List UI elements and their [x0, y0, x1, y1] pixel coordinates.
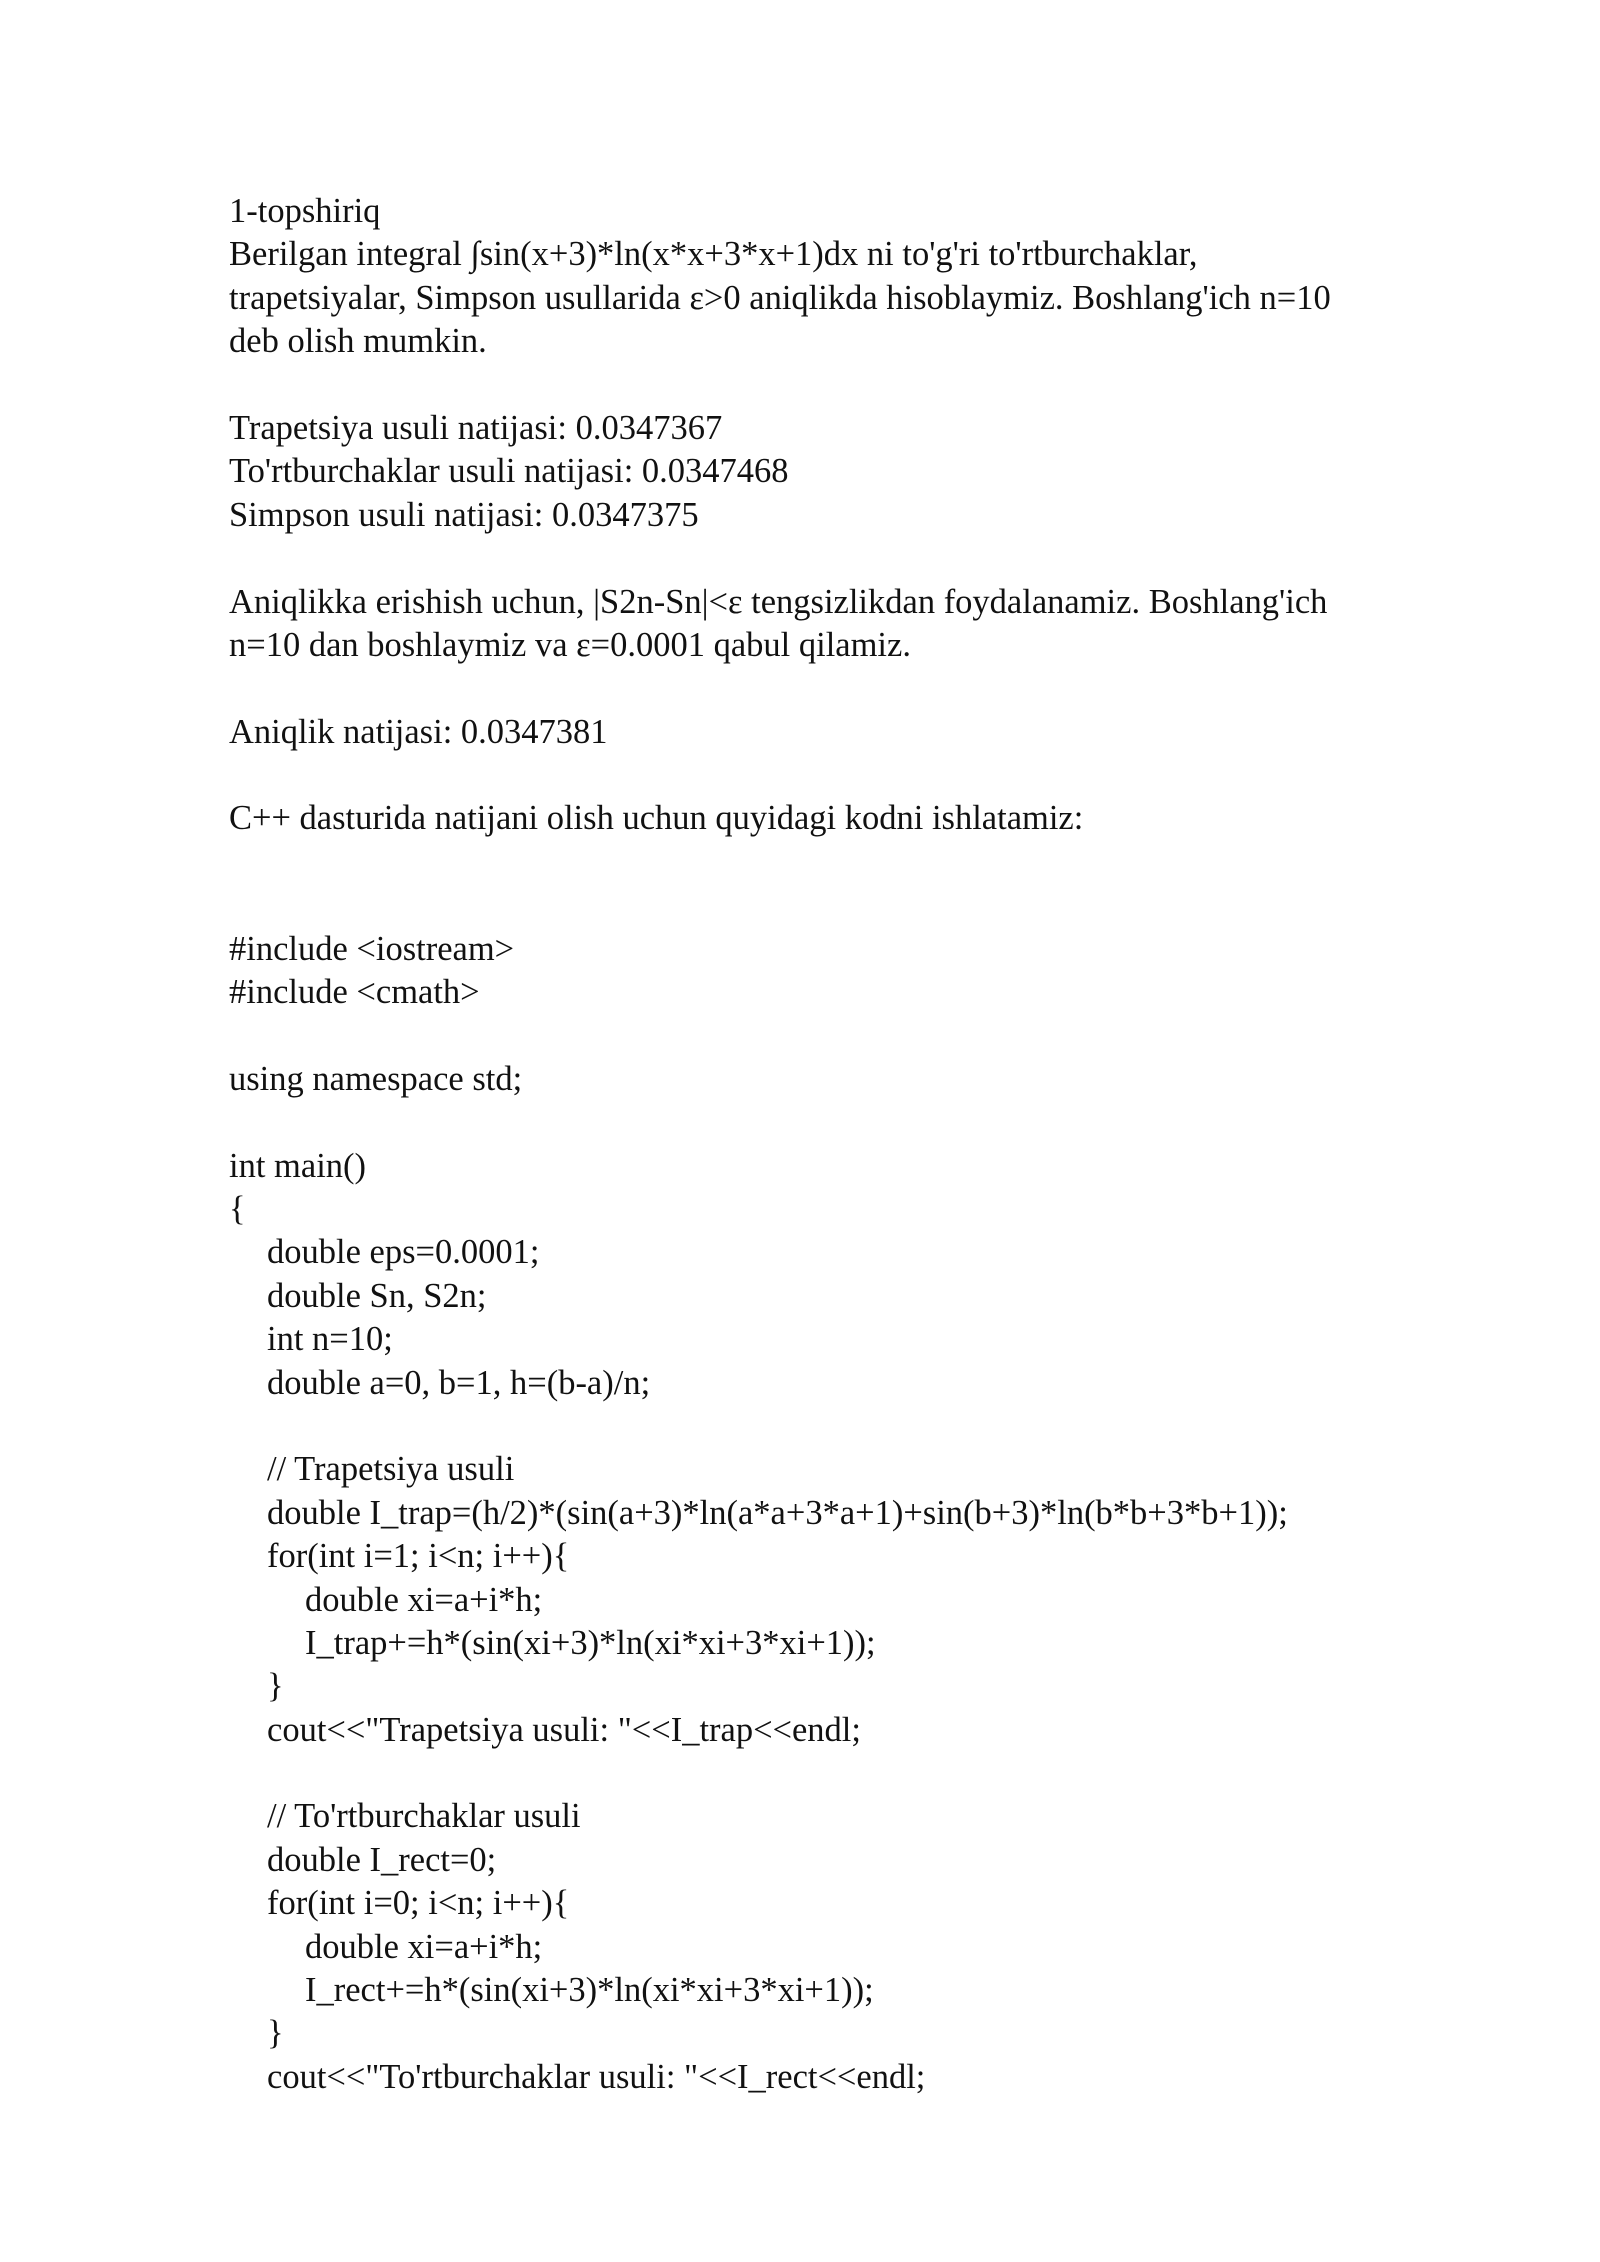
code-rect-init: double I_rect=0; — [267, 1840, 497, 1879]
accuracy-line-2: n=10 dan boshlaymiz va ε=0.0001 qabul qilamiz. — [229, 625, 911, 664]
spacer — [229, 667, 1469, 710]
code-include-iostream: #include <iostream> — [229, 929, 515, 968]
code-include-cmath: #include <cmath> — [229, 973, 480, 1012]
intro-line-2: trapetsiyalar, Simpson usullarida ε>0 aniqlikda hisoblaymiz. Boshlang'ich n=10 — [229, 278, 1331, 317]
spacer — [229, 537, 1469, 580]
code-trap-close-brace: } — [267, 1667, 284, 1706]
spacer — [229, 1405, 1469, 1448]
code-trap-cout: cout<<"Trapetsiya usuli: "<<I_trap<<endl; — [267, 1710, 861, 1749]
code-using-namespace: using namespace std; — [229, 1059, 523, 1098]
accuracy-line-1: Aniqlikka erishish uchun, |S2n-Sn|<ε tengsizlikdan foydalanamiz. Boshlang'ich — [229, 582, 1328, 621]
code-intro: C++ dasturida natijani olish uchun quyidagi kodni ishlatamiz: — [229, 799, 1084, 838]
document-body — [229, 190, 1469, 2099]
intro-line-1: Berilgan integral ∫sin(x+3)*ln(x*x+3*x+1)dx ni to'g'ri to'rtburchaklar, — [229, 235, 1198, 274]
spacer — [229, 364, 1469, 407]
result-simpson: Simpson usuli natijasi: 0.0347375 — [229, 495, 699, 534]
task-heading: 1-topshiriq — [229, 192, 381, 230]
spacer — [229, 1101, 1469, 1144]
intro-line-3: deb olish mumkin. — [229, 322, 487, 361]
code-rect-accumulate: I_rect+=h*(sin(xi+3)*ln(xi*xi+3*xi+1)); — [305, 1971, 874, 2010]
code-decl-eps: double eps=0.0001; — [267, 1233, 540, 1272]
code-decl-n: int n=10; — [267, 1320, 393, 1359]
result-trapezoid: Trapetsiya usuli natijasi: 0.0347367 — [229, 408, 723, 447]
spacer — [229, 754, 1469, 797]
code-comment-trapezoid: // Trapetsiya usuli — [267, 1450, 515, 1489]
code-decl-abh: double a=0, b=1, h=(b-a)/n; — [267, 1363, 651, 1402]
spacer — [229, 1014, 1469, 1057]
code-rect-close-brace: } — [267, 2014, 284, 2053]
code-comment-rectangle: // To'rtburchaklar usuli — [267, 1797, 581, 1836]
code-trap-init: double I_trap=(h/2)*(sin(a+3)*ln(a*a+3*a+1)+sin(b+3)*ln(b*b+3*b+1)); — [267, 1493, 1288, 1532]
code-main-signature: int main() — [229, 1146, 367, 1185]
code-trap-xi: double xi=a+i*h; — [305, 1580, 543, 1619]
code-trap-for: for(int i=1; i<n; i++){ — [267, 1537, 570, 1576]
code-rect-xi: double xi=a+i*h; — [305, 1927, 543, 1966]
result-rectangle: To'rtburchaklar usuli natijasi: 0.0347468 — [229, 452, 789, 491]
code-open-brace: { — [229, 1189, 246, 1228]
spacer — [229, 841, 1469, 884]
code-trap-accumulate: I_trap+=h*(sin(xi+3)*ln(xi*xi+3*xi+1)); — [305, 1623, 876, 1662]
code-rect-cout: cout<<"To'rtburchaklar usuli: "<<I_rect<<endl; — [267, 2057, 926, 2096]
spacer — [229, 1752, 1469, 1795]
accuracy-result: Aniqlik natijasi: 0.0347381 — [229, 712, 608, 751]
spacer — [229, 884, 1469, 927]
code-rect-for: for(int i=0; i<n; i++){ — [267, 1884, 570, 1923]
code-decl-sn: double Sn, S2n; — [267, 1276, 487, 1315]
